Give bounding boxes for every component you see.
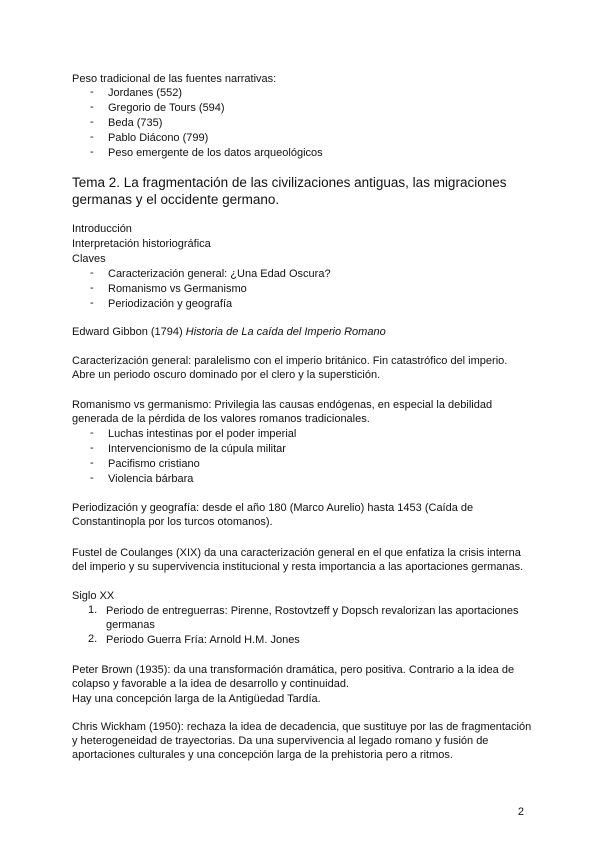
cause-item: Intervencionismo de la cúpula militar xyxy=(108,443,286,455)
gibbon-periodizacion: Periodización y geografía: desde el año 180 (Marco Aurelio) hasta 1453 (Caída de Constantinopla por los turcos otomanos). xyxy=(72,502,474,528)
bullet-dash: - xyxy=(90,116,94,128)
outline-item: Interpretación historiográfica xyxy=(72,238,211,250)
source-item: Peso emergente de los datos arqueológicos xyxy=(108,147,323,159)
topic-heading: Tema 2. La fragmentación de las civilizaciones antiguas, las migraciones germanas y el occidente germano. xyxy=(72,175,507,207)
bullet-dash: - xyxy=(90,131,94,143)
source-item: Gregorio de Tours (594) xyxy=(108,102,225,114)
cause-item: Pacifismo cristiano xyxy=(108,458,200,470)
bullet-dash: - xyxy=(90,282,94,294)
source-item: Pablo Diácono (799) xyxy=(108,132,209,144)
bullet-dash: - xyxy=(90,267,94,279)
clave-item: Periodización y geografía xyxy=(108,298,233,310)
gibbon-romanismo: Romanismo vs germanismo: Privilegia las causas endógenas, en especial la debilidad generada de la pérdida de los valores romanos tradicionales. xyxy=(72,399,493,425)
gibbon-author: Edward Gibbon (1794) xyxy=(72,326,183,338)
bullet-dash: - xyxy=(90,101,94,113)
fustel-paragraph: Fustel de Coulanges (XIX) da una caracterización general en el que enfatiza la crisis interna del imperio y su supervivencia institucional y resta importancia a las aportaciones germanas. xyxy=(72,547,524,573)
siglo-item: Periodo Guerra Fría: Arnold H.M. Jones xyxy=(106,634,300,646)
bullet-dash: - xyxy=(90,457,94,469)
cause-item: Violencia bárbara xyxy=(108,473,194,485)
source-item: Beda (735) xyxy=(108,117,163,129)
gibbon-caracterizacion: Caracterización general: paralelismo con el imperio británico. Fin catastrófico del imperio. Abre un periodo oscuro dominado por el clero y la superstición. xyxy=(72,355,508,381)
bullet-dash: - xyxy=(90,297,94,309)
cause-item: Luchas intestinas por el poder imperial xyxy=(108,428,297,440)
list-number: 1. xyxy=(88,604,98,616)
outline-item: Claves xyxy=(72,253,106,265)
sources-intro: Peso tradicional de las fuentes narrativas: xyxy=(72,73,277,85)
bullet-dash: - xyxy=(90,427,94,439)
siglo-item: Periodo de entreguerras: Pirenne, Rostovtzeff y Dopsch revalorizan las aportaciones germanas xyxy=(106,605,519,631)
gibbon-work-title: Historia de La caída del Imperio Romano xyxy=(185,326,386,338)
wickham-paragraph: Chris Wickham (1950): rechaza la idea de decadencia, que sustituye por las de fragmentación y heterogeneidad de trayectorias. Da una supervivencia al legado romano y fusión de aportaciones culturales y una concepción larga de la prehistoria pero a ritmos. xyxy=(72,721,532,761)
brown-paragraph: Peter Brown (1935): da una transformación dramática, pero positiva. Contrario a la idea de colapso y favorable a la idea de desarrollo y continuidad. xyxy=(72,664,515,690)
clave-item: Romanismo vs Germanismo xyxy=(108,283,247,295)
list-number: 2. xyxy=(88,633,98,645)
gibbon-reference xyxy=(72,325,386,339)
page-number: 2 xyxy=(517,806,524,818)
bullet-dash: - xyxy=(90,86,94,98)
brown-paragraph-line: Hay una concepción larga de la Antigüedad Tardía. xyxy=(72,693,321,705)
siglo-title: Siglo XX xyxy=(72,590,115,602)
bullet-dash: - xyxy=(90,472,94,484)
outline-item: Introducción xyxy=(72,223,132,235)
clave-item: Caracterización general: ¿Una Edad Oscura? xyxy=(108,268,331,280)
bullet-dash: - xyxy=(90,442,94,454)
source-item: Jordanes (552) xyxy=(108,87,182,99)
bullet-dash: - xyxy=(90,146,94,158)
